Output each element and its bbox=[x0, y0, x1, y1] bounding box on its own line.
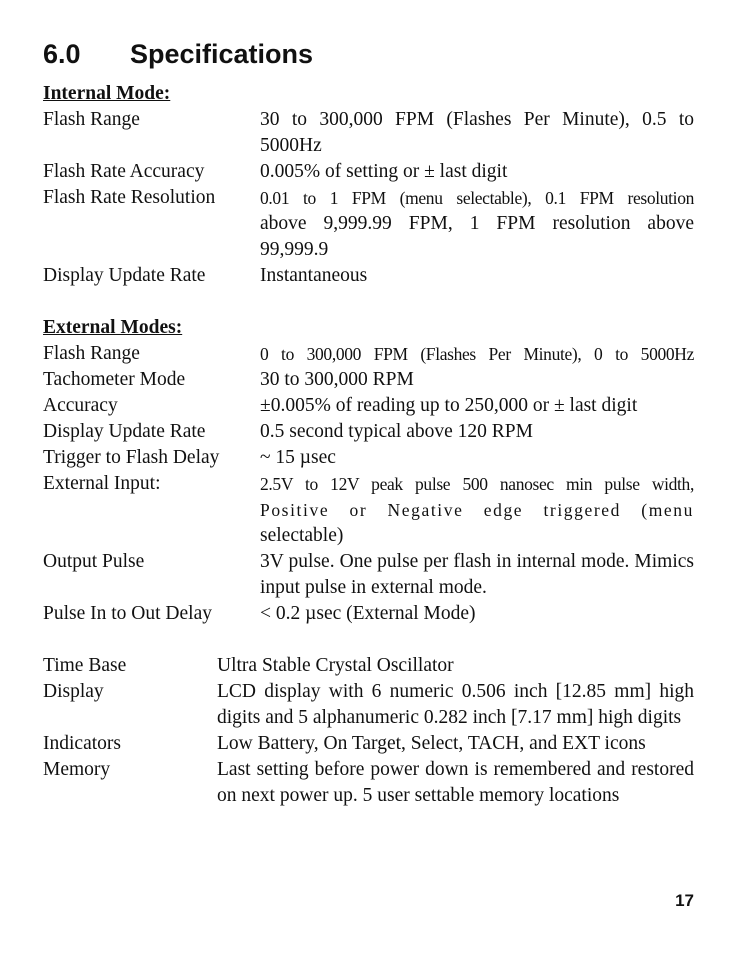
spec-content bbox=[43, 81, 694, 809]
spec-row-indicators bbox=[43, 731, 694, 757]
spec-row-trigger-to-flash-delay bbox=[43, 445, 694, 471]
spec-label: Tachometer Mode bbox=[43, 369, 186, 390]
spec-label: External Input: bbox=[43, 473, 161, 494]
page-title bbox=[43, 36, 313, 72]
spec-value bbox=[260, 471, 694, 549]
internal-mode-heading: Internal Mode: bbox=[43, 83, 171, 104]
spec-row-memory bbox=[43, 757, 694, 809]
spec-label: Flash Rate Accuracy bbox=[43, 161, 205, 182]
spec-label: Indicators bbox=[43, 733, 121, 754]
spec-value: Instantaneous bbox=[260, 265, 368, 286]
spec-row-external-input bbox=[43, 471, 694, 549]
spec-value: ~ 15 µsec bbox=[260, 447, 336, 468]
spec-label: Display Update Rate bbox=[43, 421, 206, 442]
spec-value-line: selectable) bbox=[260, 525, 344, 546]
spec-value: ±0.005% of reading up to 250,000 or ± last digit bbox=[260, 395, 638, 416]
page-number: 17 bbox=[675, 891, 694, 910]
spec-row-time-base bbox=[43, 653, 694, 679]
spec-label: Flash Rate Resolution bbox=[43, 187, 216, 208]
spec-value-line: 2.5V to 12V peak pulse 500 nanosec min pulse width, bbox=[260, 474, 694, 494]
spec-row-flash-rate-resolution bbox=[43, 185, 694, 263]
spec-value: 0.005% of setting or ± last digit bbox=[260, 161, 508, 182]
spec-value-line: Positive or Negative edge triggered (menu bbox=[260, 500, 694, 520]
spec-label: Output Pulse bbox=[43, 551, 145, 572]
section-title: Specifications bbox=[130, 39, 314, 69]
spec-label: Trigger to Flash Delay bbox=[43, 447, 220, 468]
spec-value bbox=[260, 185, 694, 263]
spacer bbox=[43, 627, 694, 653]
spec-row-flash-range bbox=[43, 341, 694, 367]
spec-value: LCD display with 6 numeric 0.506 inch [12.85 mm] high digits and 5 alphanumeric 0.282 inch [7.17 mm] high digits bbox=[217, 681, 694, 728]
spec-row-flash-rate-accuracy bbox=[43, 159, 694, 185]
spec-row-display bbox=[43, 679, 694, 731]
spec-row-tachometer-mode bbox=[43, 367, 694, 393]
spacer bbox=[43, 289, 694, 315]
spec-row-output-pulse bbox=[43, 549, 694, 601]
spec-row-pulse-in-to-out-delay bbox=[43, 601, 694, 627]
spec-row-display-update-rate bbox=[43, 419, 694, 445]
spec-value: 3V pulse. One pulse per flash in internal mode. Mimics input pulse in external mode. bbox=[260, 551, 694, 598]
spec-value-line: above 9,999.99 FPM, 1 FPM resolution above 99,999.9 bbox=[260, 213, 694, 260]
spec-label: Time Base bbox=[43, 655, 127, 676]
external-modes-heading: External Modes: bbox=[43, 317, 183, 338]
spec-row-accuracy bbox=[43, 393, 694, 419]
spec-value: Last setting before power down is remembered and restored on next power up. 5 user settable memory locations bbox=[217, 759, 694, 806]
spec-value: 0.5 second typical above 120 RPM bbox=[260, 421, 533, 442]
general-specs bbox=[43, 653, 694, 809]
spec-label: Flash Range bbox=[43, 343, 140, 364]
internal-mode-specs bbox=[43, 107, 694, 289]
external-modes-specs bbox=[43, 341, 694, 627]
spec-label: Display bbox=[43, 681, 104, 702]
spec-label: Accuracy bbox=[43, 395, 118, 416]
spec-value-line: 0 to 300,000 FPM (Flashes Per Minute), 0 to 5000Hz bbox=[260, 344, 694, 364]
section-number: 6.0 bbox=[43, 39, 81, 69]
spec-row-flash-range bbox=[43, 107, 694, 159]
spec-value: 30 to 300,000 FPM (Flashes Per Minute), 0.5 to 5000Hz bbox=[260, 109, 694, 156]
spec-label: Memory bbox=[43, 759, 111, 780]
spec-value: Low Battery, On Target, Select, TACH, and EXT icons bbox=[217, 733, 646, 754]
spec-label: Pulse In to Out Delay bbox=[43, 603, 212, 624]
spec-value: < 0.2 µsec (External Mode) bbox=[260, 603, 476, 624]
spec-value: Ultra Stable Crystal Oscillator bbox=[217, 655, 454, 676]
spec-value: 30 to 300,000 RPM bbox=[260, 369, 414, 390]
spec-label: Display Update Rate bbox=[43, 265, 206, 286]
spec-row-display-update-rate bbox=[43, 263, 694, 289]
spec-value bbox=[260, 341, 694, 367]
spec-value-line: 0.01 to 1 FPM (menu selectable), 0.1 FPM resolution bbox=[260, 188, 694, 208]
spec-label: Flash Range bbox=[43, 109, 140, 130]
